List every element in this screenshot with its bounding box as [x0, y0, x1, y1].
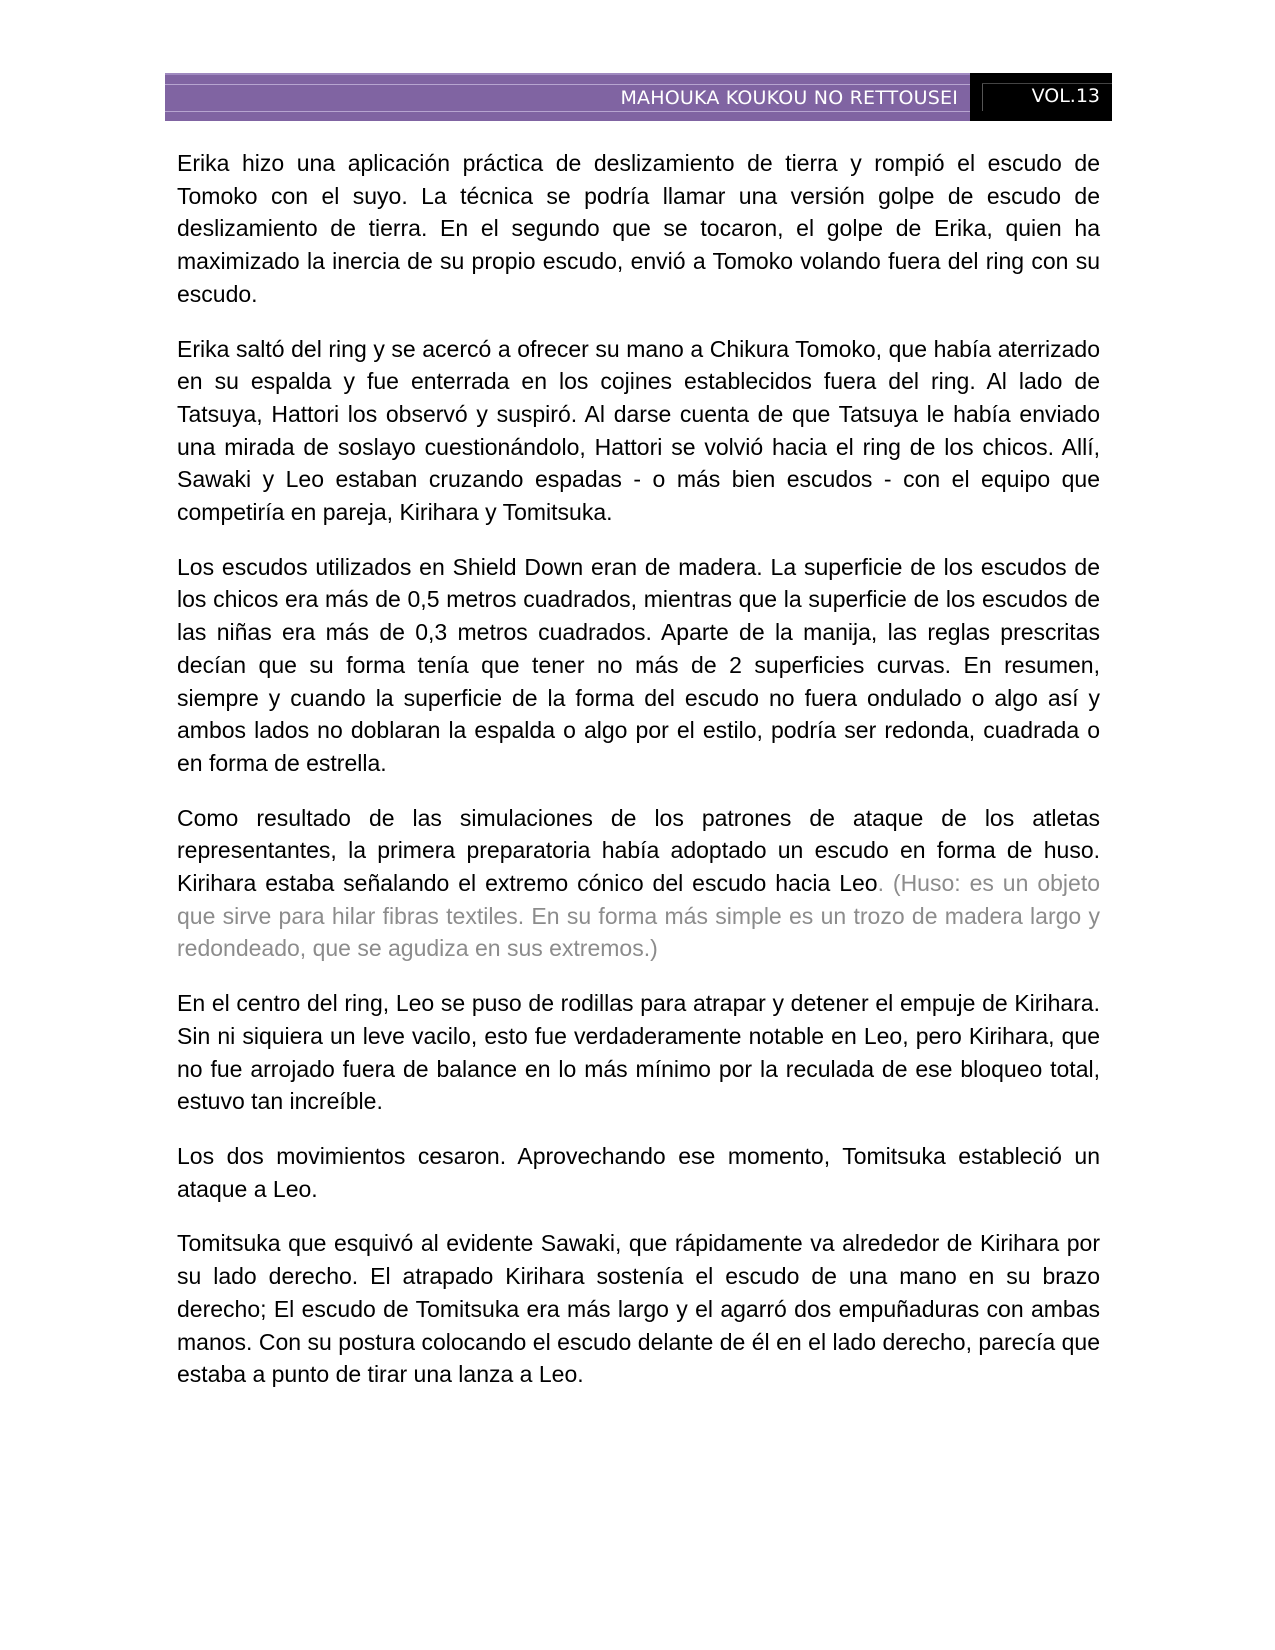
paragraph-1: Erika hizo una aplicación práctica de deslizamiento de tierra y rompió el escudo de Tomoko con el suyo. La técnica se podría llamar una versión golpe de escudo de deslizamiento de tierra. En el segundo que se tocaron, el golpe de Erika, quien ha maximizado la inercia de su propio escudo, envió a Tomoko volando fuera del ring con su escudo. [177, 150, 1100, 307]
page-body [177, 147, 1100, 1413]
volume-label: VOL.13 [1031, 85, 1100, 107]
paragraph-7: Tomitsuka que esquivó al evidente Sawaki, que rápidamente va alrededor de Kirihara por su lado derecho. El atrapado Kirihara sostenía el escudo de una mano en su brazo derecho; El escudo de Tomitsuka era más largo y el agarró dos empuñaduras con ambas manos. Con su postura colocando el escudo delante de él en el lado derecho, parecía que estaba a punto de tirar una lanza a Leo. [177, 1230, 1100, 1388]
paragraph-6: Los dos movimientos cesaron. Aprovechando ese momento, Tomitsuka estableció un ataque a Leo. [177, 1142, 1100, 1202]
paragraph-4-text: Como resultado de las simulaciones de los patrones de ataque de los atletas representantes, la primera preparatoria había adoptado un escudo en forma de huso. Kirihara estaba señalando el extremo cónico del escudo hacia Leo [177, 804, 1100, 897]
header-volume-box [970, 73, 1112, 121]
paragraph-2: Erika saltó del ring y se acercó a ofrecer su mano a Chikura Tomoko, que había aterrizado en su espalda y fue enterrada en los cojines establecidos fuera del ring. Al lado de Tatsuya, Hattori los observó y suspiró. Al darse cuenta de que Tatsuya le había enviado una mirada de soslayo cuestionándolo, Hattori se volvió hacia el ring de los chicos. Allí, Sawaki y Leo estaban cruzando espadas - o más bien escudos - con el equipo que competiría en pareja, Kirihara y Tomitsuka. [177, 335, 1100, 526]
paragraph-3: Los escudos utilizados en Shield Down eran de madera. La superficie de los escudos de los chicos era más de 0,5 metros cuadrados, mientras que la superficie de los escudos de las niñas era más de 0,3 metros cuadrados. Aparte de la manija, las reglas prescritas decían que su forma tenía que tener no más de 2 superficies curvas. En resumen, siempre y cuando la superficie de la forma del escudo no fuera ondulado o algo así y ambos lados no doblaran la espalda o algo por el estilo, podría ser redonda, cuadrada o en forma de estrella. [177, 553, 1100, 776]
page-header [165, 73, 1112, 121]
book-title: MAHOUKA KOUKOU NO RETTOUSEI [620, 87, 958, 109]
header-title-box [165, 73, 970, 121]
paragraph-5: En el centro del ring, Leo se puso de rodillas para atrapar y detener el empuje de Kirihara. Sin ni siquiera un leve vacilo, esto fue verdaderamente notable en Leo, pero Kirihara, que no fue arrojado fuera de balance en lo más mínimo por la reculada de ese bloqueo total, estuvo tan increíble. [177, 990, 1100, 1115]
paragraph-4 [177, 802, 1100, 966]
translator-note: . (Huso: es un objeto que sirve para hilar fibras textiles. En su forma más simple es un trozo de madera largo y redondeado, que se agudiza en sus extremos.) [177, 870, 1100, 962]
